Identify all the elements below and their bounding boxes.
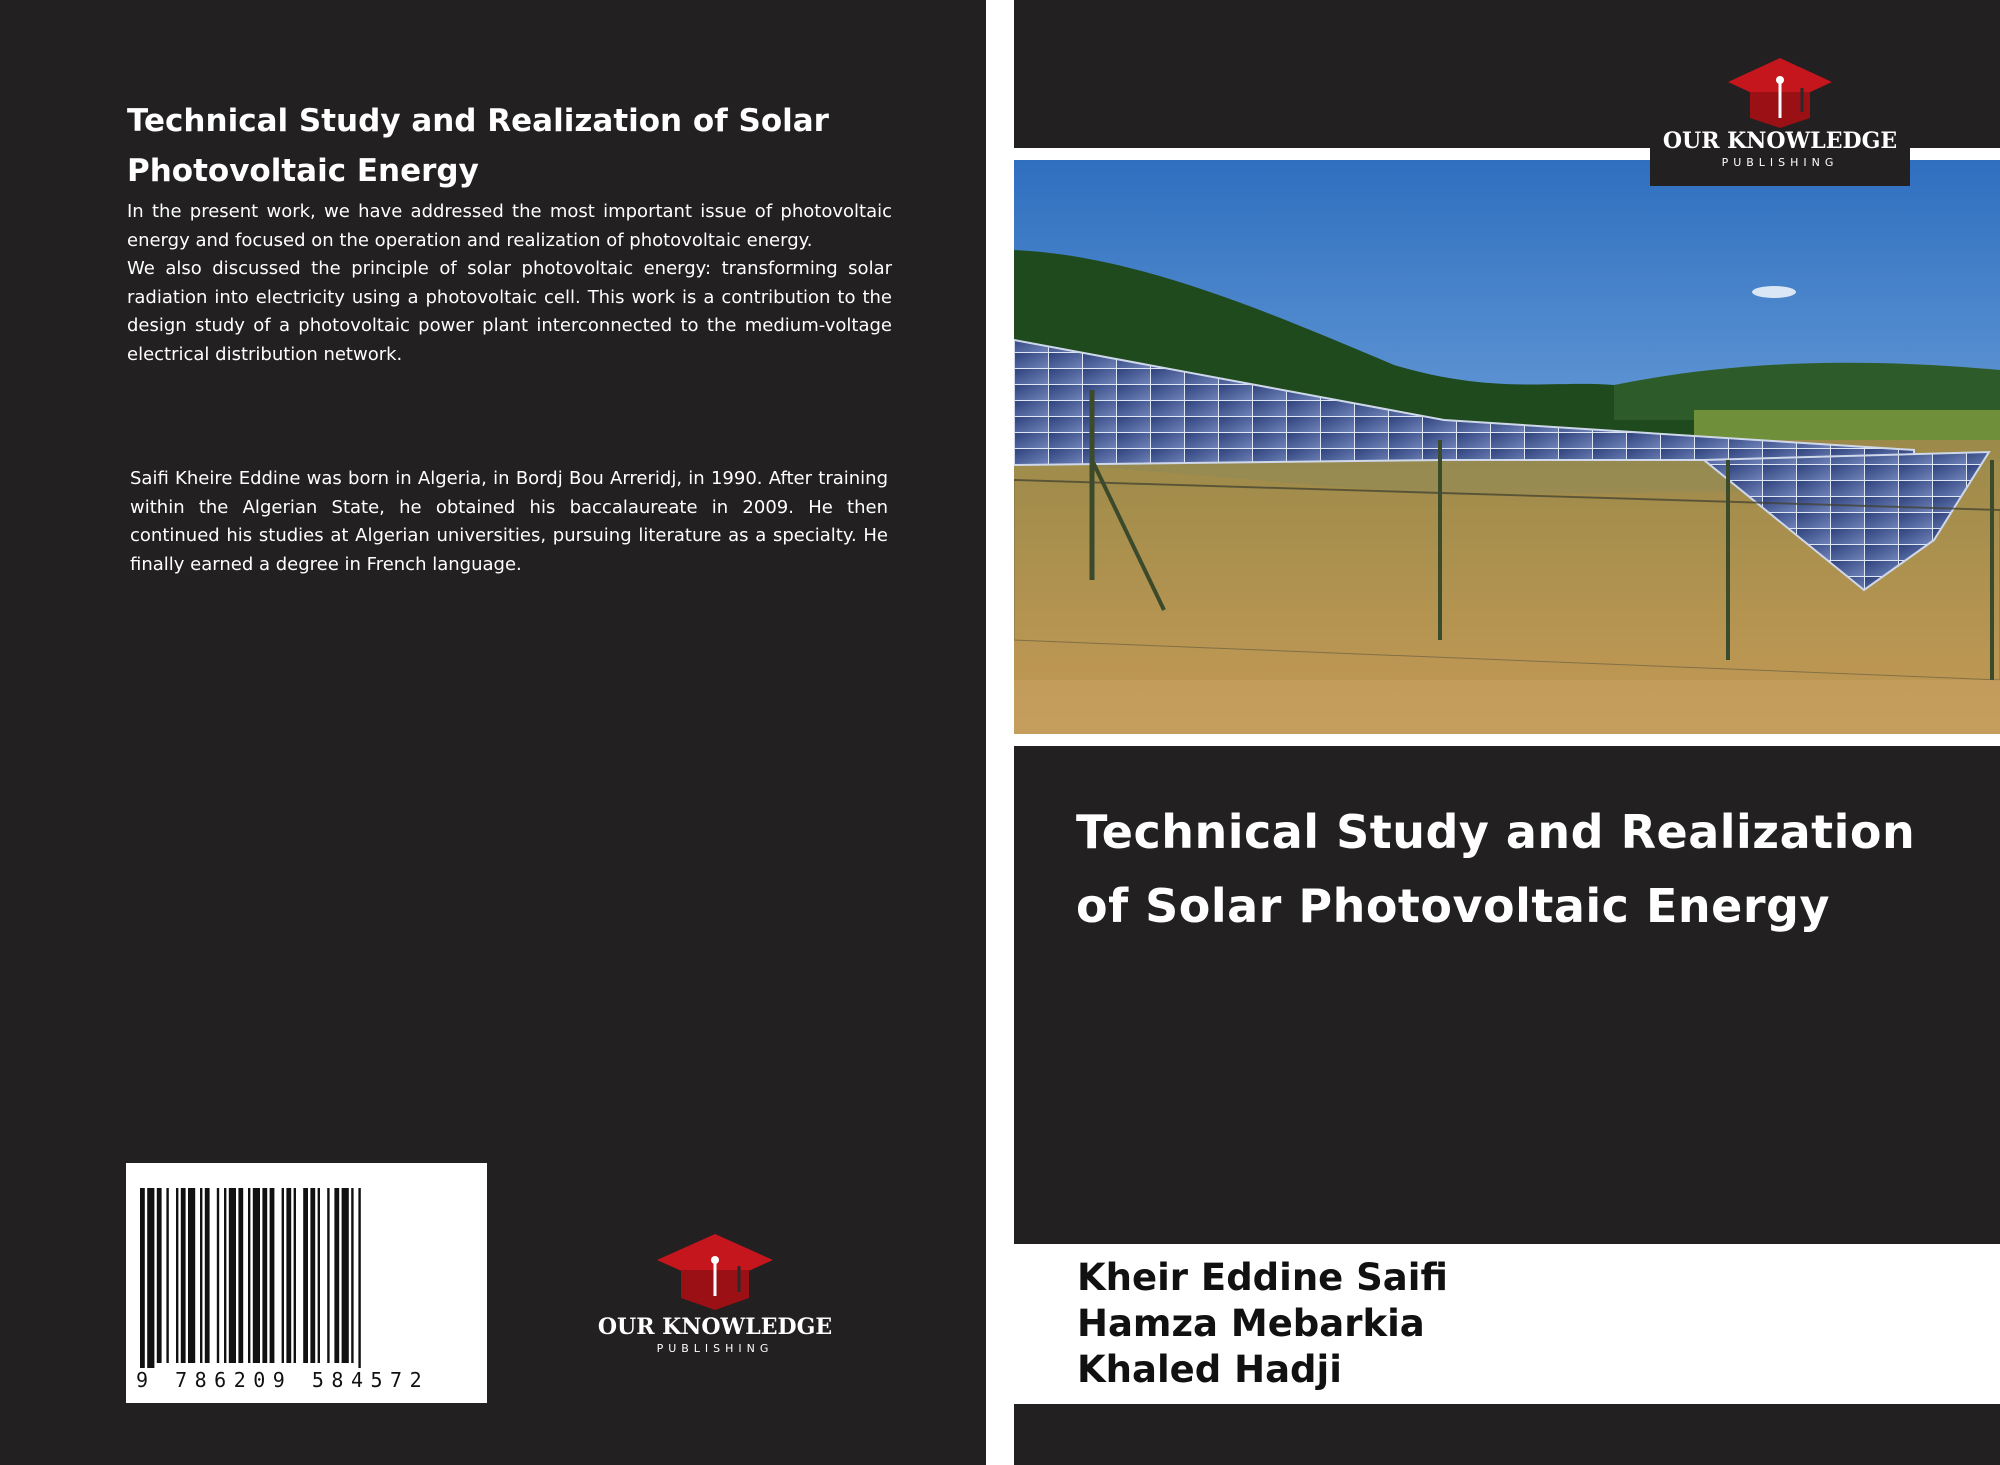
author-bio: Saifi Kheire Eddine was born in Algeria, in Bordj Bou Arreridj, in 1990. After training within the Algerian State, he obtained his baccalaureate in 2009. He then continued his studies at Algerian universities, pursuing literature as a specialty. He finally earned a degree in French language. — [130, 468, 888, 575]
publisher-name: OUR KNOWLEDGE — [1662, 128, 1898, 154]
isbn-barcode — [126, 1163, 487, 1403]
front-cover — [1014, 0, 2000, 1465]
isbn-number: 9 786209 584572 — [136, 1368, 430, 1392]
back-cover-abstract — [127, 198, 892, 370]
barcode-bars — [140, 1188, 473, 1368]
author-name: Kheir Eddine Saifi — [1077, 1256, 1448, 1299]
front-bottom-band — [1014, 1404, 2000, 1465]
solar-panel-field-photo — [1014, 160, 2000, 734]
publisher-name: OUR KNOWLEDGE — [597, 1314, 833, 1340]
graduation-cap-icon — [595, 1230, 835, 1310]
author-list — [1077, 1255, 1877, 1393]
publisher-subtitle: PUBLISHING — [1721, 156, 1839, 169]
back-cover — [0, 0, 986, 1465]
publisher-subtitle: PUBLISHING — [656, 1342, 774, 1355]
abstract-paragraph-2: We also discussed the principle of solar photovoltaic energy: transforming solar radiation into electricity using a photovoltaic cell. This work is a contribution to the design study of a photovoltaic power plant interconnected to the medium-voltage electrical distribution network. — [127, 258, 892, 365]
solar-panel-photo-illustration — [1014, 160, 2000, 734]
author-name: Khaled Hadji — [1077, 1348, 1342, 1391]
abstract-paragraph-1: In the present work, we have addressed the most important issue of photovoltaic energy and focused on the operation and realization of photovoltaic energy. — [127, 201, 892, 251]
back-cover-title: Technical Study and Realization of Solar Photovoltaic Energy — [127, 103, 829, 189]
author-name: Hamza Mebarkia — [1077, 1302, 1425, 1345]
graduation-cap-icon — [1650, 52, 1910, 132]
front-cover-title: Technical Study and Realization of Solar Photovoltaic Energy — [1076, 805, 1916, 933]
publisher-logo-front — [1650, 52, 1910, 186]
publisher-logo-back — [595, 1230, 835, 1360]
